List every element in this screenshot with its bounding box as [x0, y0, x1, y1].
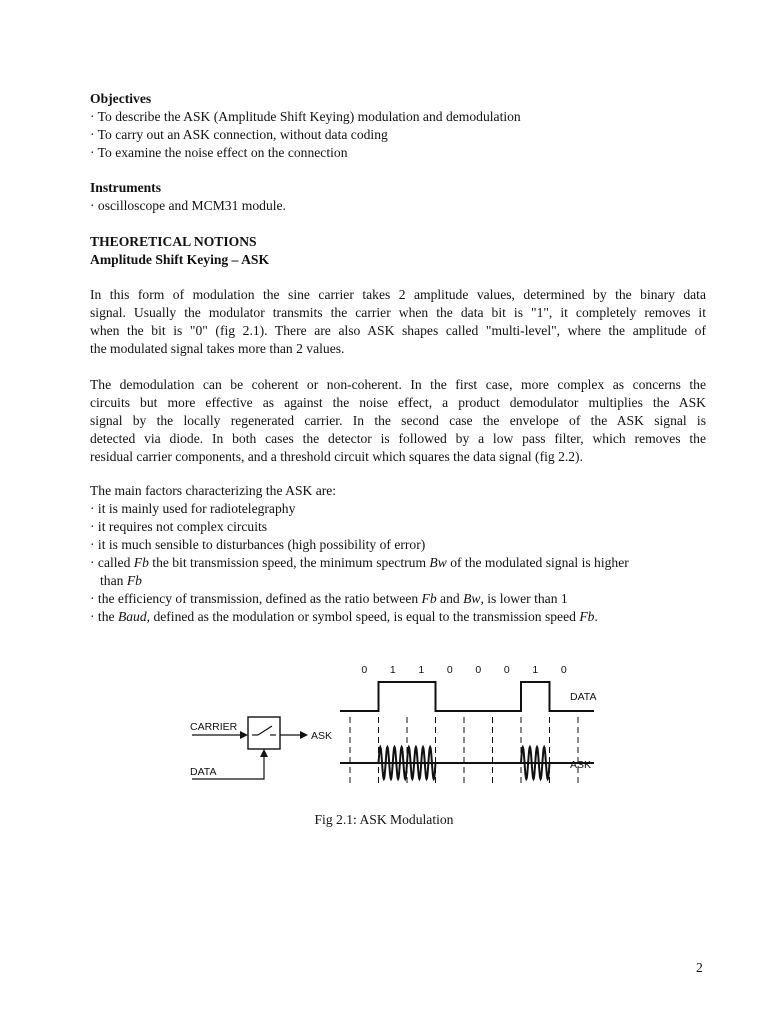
ask-subheading: Amplitude Shift Keying – ASK — [90, 252, 270, 267]
objectives-section — [90, 90, 706, 162]
factor-item-4-part-a: · called — [90, 555, 134, 570]
factors-intro: The main factors characterizing the ASK are: — [90, 483, 337, 498]
paragraph-2-line-3: signal by the locally regenerated carrier. In the second case the envelope of the ASK signal is — [90, 413, 706, 428]
data-signal-label: DATA — [570, 691, 597, 703]
theory-section — [90, 233, 706, 269]
symbol-fb: Fb — [579, 609, 595, 624]
instruments-section — [90, 179, 706, 215]
symbol-bw: Bw — [463, 591, 481, 606]
factor-item-6 — [90, 608, 706, 626]
bit-label: 0 — [503, 664, 510, 676]
ask-modulation-figure — [180, 655, 600, 810]
factor-item-6-part-c: , defined as the modulation or symbol speed, is equal to the transmission speed — [146, 609, 580, 624]
theory-heading: THEORETICAL NOTIONS — [90, 234, 257, 249]
symbol-bw: Bw — [429, 555, 447, 570]
paragraph-2 — [90, 376, 706, 466]
carrier-arrow-icon — [240, 731, 248, 739]
paragraph-1-line-1: In this form of modulation the sine carrier takes 2 amplitude values, determined by the binary data — [90, 287, 706, 302]
factor-item-4 — [90, 554, 706, 572]
bit-label: 1 — [532, 664, 539, 676]
page-number: 2 — [696, 960, 703, 975]
symbol-fb: Fb — [133, 555, 149, 570]
instruments-heading: Instruments — [90, 180, 161, 195]
ask-signal-label: ASK — [570, 759, 592, 771]
figure-caption: Fig 2.1: ASK Modulation — [314, 812, 454, 827]
objective-item-1: · To describe the ASK (Amplitude Shift Keying) modulation and demodulation — [90, 109, 521, 124]
ask-output-arrow-icon — [300, 731, 308, 739]
objective-item-3: · To examine the noise effect on the connection — [90, 145, 348, 160]
factor-item-4-continued — [90, 572, 706, 590]
modulator-ask-label: ASK — [311, 730, 333, 742]
symbol-fb: Fb — [126, 573, 142, 588]
factor-item-1: · it is mainly used for radiotelegraphy — [90, 501, 296, 516]
paragraph-1-line-3: when the bit is "0" (fig 2.1). There are also ASK shapes called "multi-level", where the amplitude of — [90, 323, 706, 338]
factor-item-5-part-b: and — [436, 591, 464, 606]
paragraph-2-line-1: The demodulation can be coherent or non-coherent. In the first case, more complex as concerns the — [90, 377, 706, 392]
factor-item-4-part-d: than — [100, 573, 127, 588]
modulator-data-label: DATA — [190, 766, 217, 778]
paragraph-2-line-2: circuits but more effective as against the noise effect, a product demodulator multiplies the ASK — [90, 395, 706, 410]
paragraph-1-line-4: the modulated signal takes more than 2 values. — [90, 341, 345, 356]
bit-label: 1 — [389, 664, 396, 676]
factor-item-6-part-a: · the — [90, 609, 118, 624]
ask-burst — [407, 747, 436, 779]
factor-item-5 — [90, 590, 706, 608]
paragraph-1 — [90, 286, 706, 358]
bit-labels — [361, 664, 567, 676]
factor-item-5-part-c: , is lower than 1 — [480, 591, 568, 606]
factor-item-6-part-d: . — [594, 609, 598, 624]
factor-item-4-part-b: the bit transmission speed, the minimum spectrum — [148, 555, 430, 570]
ask-burst — [521, 747, 550, 779]
carrier-label: CARRIER — [190, 721, 238, 733]
bit-label: 0 — [475, 664, 482, 676]
paragraph-2-line-5: residual carrier components, and a threshold circuit which squares the data signal (fig 2.2). — [90, 449, 583, 464]
switch-box — [248, 717, 280, 749]
data-waveform — [340, 682, 597, 711]
factors-section — [90, 482, 706, 626]
paragraph-1-line-2: signal. Usually the modulator transmits the carrier when the data bit is "1", it completely removes it — [90, 305, 706, 320]
objectives-heading: Objectives — [90, 91, 152, 106]
data-control-arrow-icon — [260, 749, 268, 757]
factor-item-2: · it requires not complex circuits — [90, 519, 268, 534]
instrument-item-1: · oscilloscope and MCM31 module. — [90, 198, 286, 213]
bit-label: 0 — [560, 664, 567, 676]
bit-label: 0 — [361, 664, 368, 676]
bit-label: 0 — [446, 664, 453, 676]
factor-item-4-part-c: of the modulated signal is higher — [446, 555, 629, 570]
factor-item-5-part-a: · the efficiency of transmission, defined as the ratio between — [90, 591, 422, 606]
objective-item-2: · To carry out an ASK connection, without data coding — [90, 127, 388, 142]
modulator-block — [190, 717, 332, 779]
baud-term: Baud — [117, 609, 147, 624]
ask-burst — [379, 747, 408, 779]
bit-label: 1 — [418, 664, 425, 676]
symbol-fb: Fb — [421, 591, 437, 606]
paragraph-2-line-4: detected via diode. In both cases the detector is followed by a low pass filter, which removes the — [90, 431, 706, 446]
factor-item-3: · it is much sensible to disturbances (high possibility of error) — [90, 537, 426, 552]
